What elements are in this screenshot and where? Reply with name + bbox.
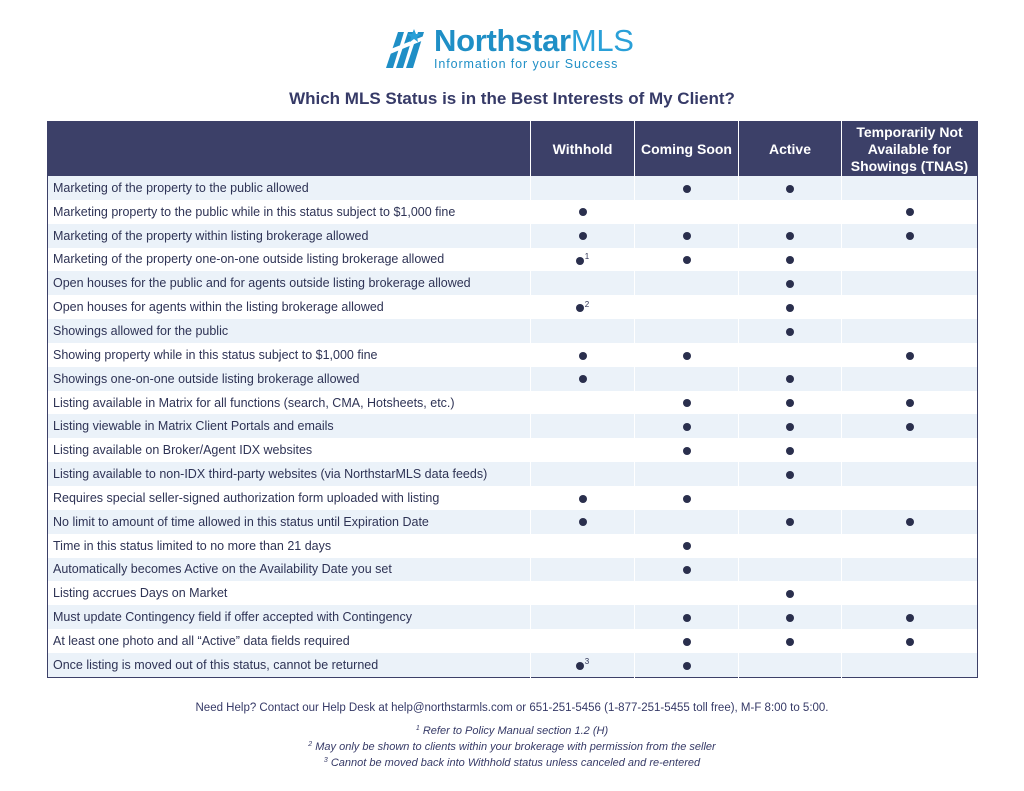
cell-coming-soon — [635, 271, 739, 295]
cell-active — [739, 653, 842, 677]
cell-tnas — [842, 486, 978, 510]
cell-active — [739, 367, 842, 391]
cell-withhold — [531, 271, 635, 295]
bullet-icon — [683, 232, 691, 240]
cell-active — [739, 534, 842, 558]
cell-withhold — [531, 224, 635, 248]
row-label: Open houses for the public and for agents outside listing brokerage allowed — [48, 271, 531, 295]
bullet-icon — [786, 185, 794, 193]
column-header-active: Active — [739, 122, 842, 177]
brand-tagline: Information for your Success — [434, 57, 619, 71]
cell-tnas — [842, 176, 978, 200]
cell-withhold — [531, 200, 635, 224]
cell-tnas — [842, 391, 978, 415]
table-row — [48, 343, 978, 367]
bullet-icon — [579, 518, 587, 526]
bullet-icon — [579, 208, 587, 216]
cell-active — [739, 438, 842, 462]
cell-active — [739, 176, 842, 200]
table-row — [48, 224, 978, 248]
table-row — [48, 295, 978, 319]
bullet-icon — [906, 208, 914, 216]
cell-active — [739, 486, 842, 510]
column-header-coming-soon: Coming Soon — [635, 122, 739, 177]
table-row — [48, 558, 978, 582]
bullet-icon — [683, 542, 691, 550]
cell-coming-soon — [635, 558, 739, 582]
cell-withhold — [531, 391, 635, 415]
bullet-icon — [906, 614, 914, 622]
northstar-logo-icon — [384, 26, 428, 70]
table-row — [48, 271, 978, 295]
bullet-icon — [683, 399, 691, 407]
cell-withhold — [531, 414, 635, 438]
footnote-text: Cannot be moved back into Withhold status unless canceled and re-entered — [330, 757, 701, 769]
cell-withhold — [531, 605, 635, 629]
table-row — [48, 605, 978, 629]
cell-tnas — [842, 581, 978, 605]
cell-tnas — [842, 653, 978, 677]
row-label: Must update Contingency field if offer accepted with Contingency — [48, 605, 531, 629]
row-label: Showing property while in this status subject to $1,000 fine — [48, 343, 531, 367]
row-label: Listing viewable in Matrix Client Portals and emails — [48, 414, 531, 438]
footnote-ref: 1 — [584, 251, 590, 261]
cell-tnas — [842, 343, 978, 367]
bullet-icon — [786, 614, 794, 622]
cell-active — [739, 581, 842, 605]
cell-coming-soon — [635, 319, 739, 343]
bullet-icon — [906, 638, 914, 646]
row-label: No limit to amount of time allowed in this status until Expiration Date — [48, 510, 531, 534]
cell-active — [739, 462, 842, 486]
cell-tnas — [842, 605, 978, 629]
bullet-icon — [786, 423, 794, 431]
table-row — [48, 581, 978, 605]
column-header-feature — [48, 122, 531, 177]
row-label: Marketing of the property to the public allowed — [48, 176, 531, 200]
bullet-icon — [683, 614, 691, 622]
cell-coming-soon — [635, 462, 739, 486]
table-row — [48, 319, 978, 343]
cell-withhold — [531, 510, 635, 534]
cell-active — [739, 629, 842, 653]
table-row — [48, 367, 978, 391]
row-label: Listing available in Matrix for all functions (search, CMA, Hotsheets, etc.) — [48, 391, 531, 415]
cell-coming-soon — [635, 248, 739, 272]
cell-tnas — [842, 629, 978, 653]
row-label: Requires special seller-signed authorization form uploaded with listing — [48, 486, 531, 510]
cell-coming-soon — [635, 391, 739, 415]
table-row — [48, 248, 978, 272]
row-label: Showings one-on-one outside listing brokerage allowed — [48, 367, 531, 391]
row-label: Marketing of the property within listing brokerage allowed — [48, 224, 531, 248]
bullet-icon — [683, 495, 691, 503]
cell-coming-soon — [635, 438, 739, 462]
cell-active — [739, 271, 842, 295]
row-label: Marketing of the property one-on-one outside listing brokerage allowed — [48, 248, 531, 272]
bullet-icon — [576, 257, 584, 265]
cell-withhold — [531, 319, 635, 343]
bullet-icon — [683, 638, 691, 646]
cell-active — [739, 295, 842, 319]
bullet-icon — [683, 185, 691, 193]
table-header-row — [48, 122, 978, 177]
footnote-text: Refer to Policy Manual section 1.2 (H) — [422, 725, 609, 737]
cell-active — [739, 391, 842, 415]
cell-coming-soon — [635, 176, 739, 200]
table-body — [48, 176, 978, 677]
table-row — [48, 200, 978, 224]
row-label: Time in this status limited to no more than 21 days — [48, 534, 531, 558]
bullet-icon — [786, 638, 794, 646]
cell-withhold — [531, 367, 635, 391]
cell-tnas — [842, 367, 978, 391]
cell-active — [739, 414, 842, 438]
bullet-icon — [906, 518, 914, 526]
row-label: Listing available to non-IDX third-party websites (via NorthstarMLS data feeds) — [48, 462, 531, 486]
cell-tnas — [842, 558, 978, 582]
cell-tnas — [842, 534, 978, 558]
cell-coming-soon — [635, 605, 739, 629]
cell-withhold — [531, 343, 635, 367]
footnote-ref: 2 — [584, 299, 590, 309]
footnote-text: May only be shown to clients within your brokerage with permission from the seller — [315, 741, 716, 753]
cell-coming-soon — [635, 295, 739, 319]
cell-coming-soon — [635, 367, 739, 391]
table-row — [48, 438, 978, 462]
cell-withhold — [531, 462, 635, 486]
cell-withhold — [531, 248, 635, 272]
northstar-logo — [384, 23, 634, 71]
bullet-icon — [683, 256, 691, 264]
cell-tnas — [842, 224, 978, 248]
table-row — [48, 176, 978, 200]
cell-tnas — [842, 414, 978, 438]
cell-coming-soon — [635, 653, 739, 677]
cell-tnas — [842, 248, 978, 272]
bullet-icon — [579, 352, 587, 360]
bullet-icon — [576, 304, 584, 312]
page-title: Which MLS Status is in the Best Interests of My Client? — [289, 89, 735, 108]
table-row — [48, 462, 978, 486]
logo-wordmark — [434, 23, 634, 71]
footnote-number: 3 — [323, 757, 328, 764]
bullet-icon — [683, 566, 691, 574]
table-row — [48, 391, 978, 415]
table-row — [48, 653, 978, 677]
bullet-icon — [786, 304, 794, 312]
row-label: Marketing property to the public while in this status subject to $1,000 fine — [48, 200, 531, 224]
bullet-icon — [786, 232, 794, 240]
bullet-icon — [576, 662, 584, 670]
cell-coming-soon — [635, 581, 739, 605]
table-row — [48, 486, 978, 510]
cell-tnas — [842, 462, 978, 486]
cell-coming-soon — [635, 629, 739, 653]
cell-withhold — [531, 534, 635, 558]
bullet-icon — [786, 399, 794, 407]
cell-tnas — [842, 510, 978, 534]
cell-withhold — [531, 581, 635, 605]
row-label: At least one photo and all “Active” data fields required — [48, 629, 531, 653]
bullet-icon — [786, 328, 794, 336]
footnote-number: 1 — [415, 725, 420, 732]
footnote-3 — [0, 754, 1024, 770]
footnote-2 — [0, 738, 1024, 754]
footnote-1 — [0, 722, 1024, 738]
brand-name-accent: MLS — [570, 23, 634, 58]
bullet-icon — [786, 375, 794, 383]
footnotes — [0, 722, 1024, 770]
cell-active — [739, 558, 842, 582]
row-label: Listing accrues Days on Market — [48, 581, 531, 605]
cell-coming-soon — [635, 486, 739, 510]
column-header-withhold: Withhold — [531, 122, 635, 177]
cell-withhold — [531, 438, 635, 462]
brand-name — [434, 23, 634, 58]
bullet-icon — [579, 495, 587, 503]
bullet-icon — [786, 447, 794, 455]
bullet-icon — [786, 590, 794, 598]
bullet-icon — [786, 280, 794, 288]
cell-active — [739, 248, 842, 272]
cell-active — [739, 510, 842, 534]
cell-coming-soon — [635, 534, 739, 558]
table-row — [48, 510, 978, 534]
cell-active — [739, 605, 842, 629]
cell-active — [739, 224, 842, 248]
status-comparison-table — [47, 121, 978, 678]
bullet-icon — [683, 352, 691, 360]
cell-coming-soon — [635, 343, 739, 367]
cell-coming-soon — [635, 200, 739, 224]
cell-coming-soon — [635, 414, 739, 438]
cell-coming-soon — [635, 224, 739, 248]
cell-tnas — [842, 438, 978, 462]
help-desk-text: Need Help? Contact our Help Desk at help@northstarmls.com or 651-251-5456 (1-877-251-5455 toll free), M-F 8:00 to 5:00. — [195, 702, 829, 714]
bullet-icon — [579, 375, 587, 383]
bullet-icon — [683, 423, 691, 431]
row-label: Once listing is moved out of this status, cannot be returned — [48, 653, 531, 677]
cell-active — [739, 200, 842, 224]
cell-tnas — [842, 271, 978, 295]
column-header-tnas: Temporarily Not Available for Showings (TNAS) — [842, 122, 978, 177]
cell-tnas — [842, 295, 978, 319]
bullet-icon — [579, 232, 587, 240]
table-row — [48, 414, 978, 438]
bullet-icon — [906, 423, 914, 431]
bullet-icon — [906, 399, 914, 407]
bullet-icon — [683, 662, 691, 670]
row-label: Automatically becomes Active on the Availability Date you set — [48, 558, 531, 582]
cell-active — [739, 319, 842, 343]
row-label: Open houses for agents within the listing brokerage allowed — [48, 295, 531, 319]
bullet-icon — [906, 232, 914, 240]
bullet-icon — [786, 256, 794, 264]
table-row — [48, 629, 978, 653]
cell-withhold — [531, 295, 635, 319]
footnote-ref: 3 — [584, 657, 590, 667]
table-row — [48, 534, 978, 558]
cell-withhold — [531, 558, 635, 582]
bullet-icon — [786, 471, 794, 479]
brand-name-main: Northstar — [434, 23, 571, 58]
bullet-icon — [906, 352, 914, 360]
cell-tnas — [842, 319, 978, 343]
footnote-number: 2 — [308, 741, 313, 748]
cell-withhold — [531, 653, 635, 677]
cell-withhold — [531, 629, 635, 653]
cell-active — [739, 343, 842, 367]
cell-coming-soon — [635, 510, 739, 534]
cell-withhold — [531, 486, 635, 510]
bullet-icon — [786, 518, 794, 526]
cell-tnas — [842, 200, 978, 224]
cell-withhold — [531, 176, 635, 200]
bullet-icon — [683, 447, 691, 455]
row-label: Showings allowed for the public — [48, 319, 531, 343]
row-label: Listing available on Broker/Agent IDX websites — [48, 438, 531, 462]
